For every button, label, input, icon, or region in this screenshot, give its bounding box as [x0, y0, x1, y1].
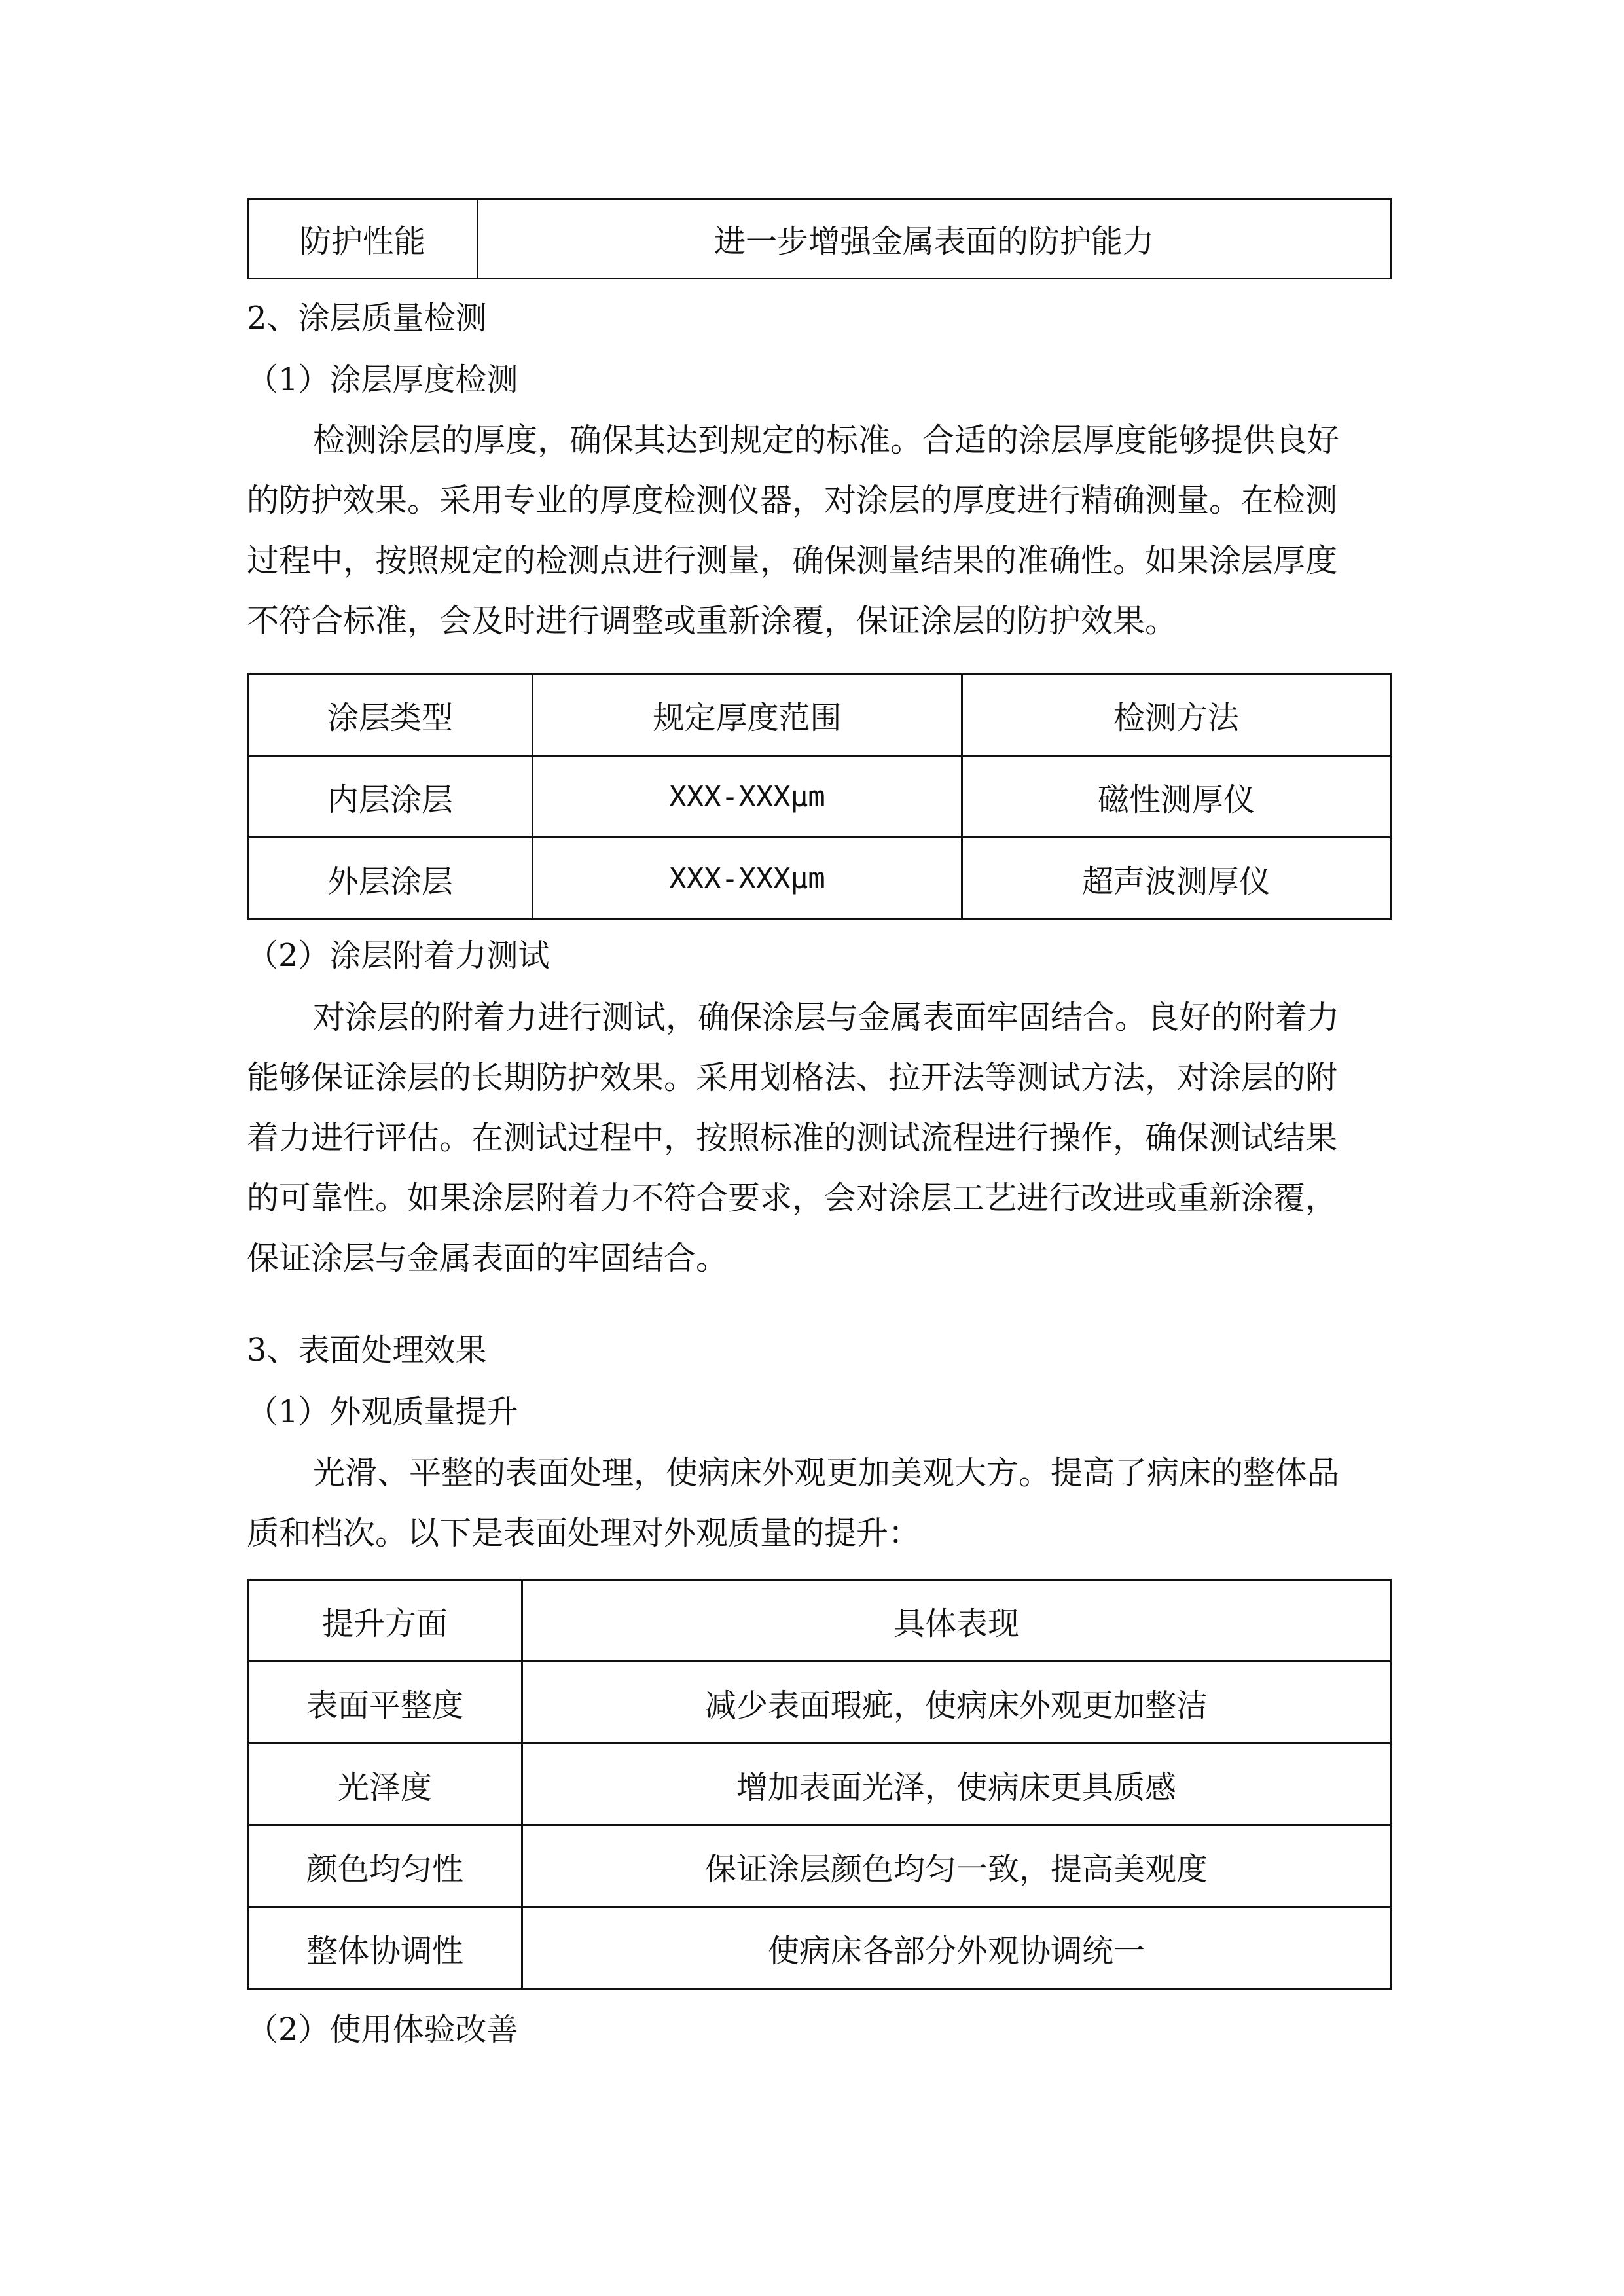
subsection-heading: （1）涂层厚度检测	[247, 361, 518, 398]
paragraph-line: 着力进行评估。在测试过程中，按照标准的测试流程进行操作，确保测试结果	[247, 1119, 1338, 1157]
table-row	[248, 756, 1391, 838]
table-cell: 磁性测厚仪	[962, 756, 1391, 838]
table-header-cell: 提升方面	[248, 1580, 522, 1662]
paragraph-line: 质和档次。以下是表面处理对外观质量的提升：	[247, 1515, 921, 1552]
table-row	[248, 199, 1391, 279]
paragraph	[247, 988, 1390, 1289]
table-cell: 保证涂层颜色均匀一致，提高美观度	[522, 1825, 1391, 1907]
paragraph-line: 不符合标准，会及时进行调整或重新涂覆，保证涂层的防护效果。	[247, 602, 1178, 639]
section-heading: 2、涂层质量检测	[247, 300, 487, 336]
paragraph-line: 的防护效果。采用专业的厚度检测仪器，对涂层的厚度进行精确测量。在检测	[247, 482, 1338, 519]
paragraph	[247, 1443, 1390, 1564]
table-header-cell: 规定厚度范围	[533, 674, 962, 756]
paragraph-line: 能够保证涂层的长期防护效果。采用划格法、拉开法等测试方法，对涂层的附	[247, 1059, 1338, 1096]
table-row	[248, 1662, 1391, 1744]
subsection-heading: （1）外观质量提升	[247, 1393, 518, 1430]
table-row	[248, 1744, 1391, 1825]
table-row	[248, 1825, 1391, 1907]
table-cell: 外层涂层	[248, 838, 533, 920]
appearance-quality-table	[247, 1579, 1392, 1990]
table-cell: 内层涂层	[248, 756, 533, 838]
table-cell: XXX-XXXμm	[533, 756, 962, 838]
section-heading: 3、表面处理效果	[247, 1332, 487, 1369]
table-cell: 减少表面瑕疵，使病床外观更加整洁	[522, 1662, 1391, 1744]
table-cell: 颜色均匀性	[248, 1825, 522, 1907]
table-cell: 增加表面光泽，使病床更具质感	[522, 1744, 1391, 1825]
paragraph-line: 的可靠性。如果涂层附着力不符合要求，会对涂层工艺进行改进或重新涂覆，	[247, 1179, 1338, 1217]
protection-table	[247, 198, 1392, 279]
table-cell: XXX-XXXμm	[533, 838, 962, 920]
paragraph-line: 光滑、平整的表面处理，使病床外观更加美观大方。提高了病床的整体品	[313, 1454, 1340, 1492]
table-header-row	[248, 1580, 1391, 1662]
table-header-cell: 具体表现	[522, 1580, 1391, 1662]
table-header-cell: 检测方法	[962, 674, 1391, 756]
table-cell: 整体协调性	[248, 1907, 522, 1989]
table-cell: 进一步增强金属表面的防护能力	[478, 199, 1391, 279]
paragraph-line: 保证涂层与金属表面的牢固结合。	[247, 1240, 729, 1277]
paragraph-line: 对涂层的附着力进行测试，确保涂层与金属表面牢固结合。良好的附着力	[313, 999, 1340, 1036]
coating-thickness-table	[247, 673, 1392, 920]
table-row	[248, 1907, 1391, 1989]
table-cell: 超声波测厚仪	[962, 838, 1391, 920]
table-header-row	[248, 674, 1391, 756]
subsection-heading: （2）使用体验改善	[247, 2011, 518, 2048]
table-header-cell: 涂层类型	[248, 674, 533, 756]
table-cell: 使病床各部分外观协调统一	[522, 1907, 1391, 1989]
paragraph-line: 检测涂层的厚度，确保其达到规定的标准。合适的涂层厚度能够提供良好	[313, 422, 1340, 459]
paragraph-line: 过程中，按照规定的检测点进行测量，确保测量结果的准确性。如果涂层厚度	[247, 542, 1338, 579]
table-cell: 光泽度	[248, 1744, 522, 1825]
paragraph	[247, 410, 1390, 651]
table-row	[248, 838, 1391, 920]
table-cell: 表面平整度	[248, 1662, 522, 1744]
table-cell: 防护性能	[248, 199, 478, 279]
subsection-heading: （2）涂层附着力测试	[247, 937, 550, 974]
